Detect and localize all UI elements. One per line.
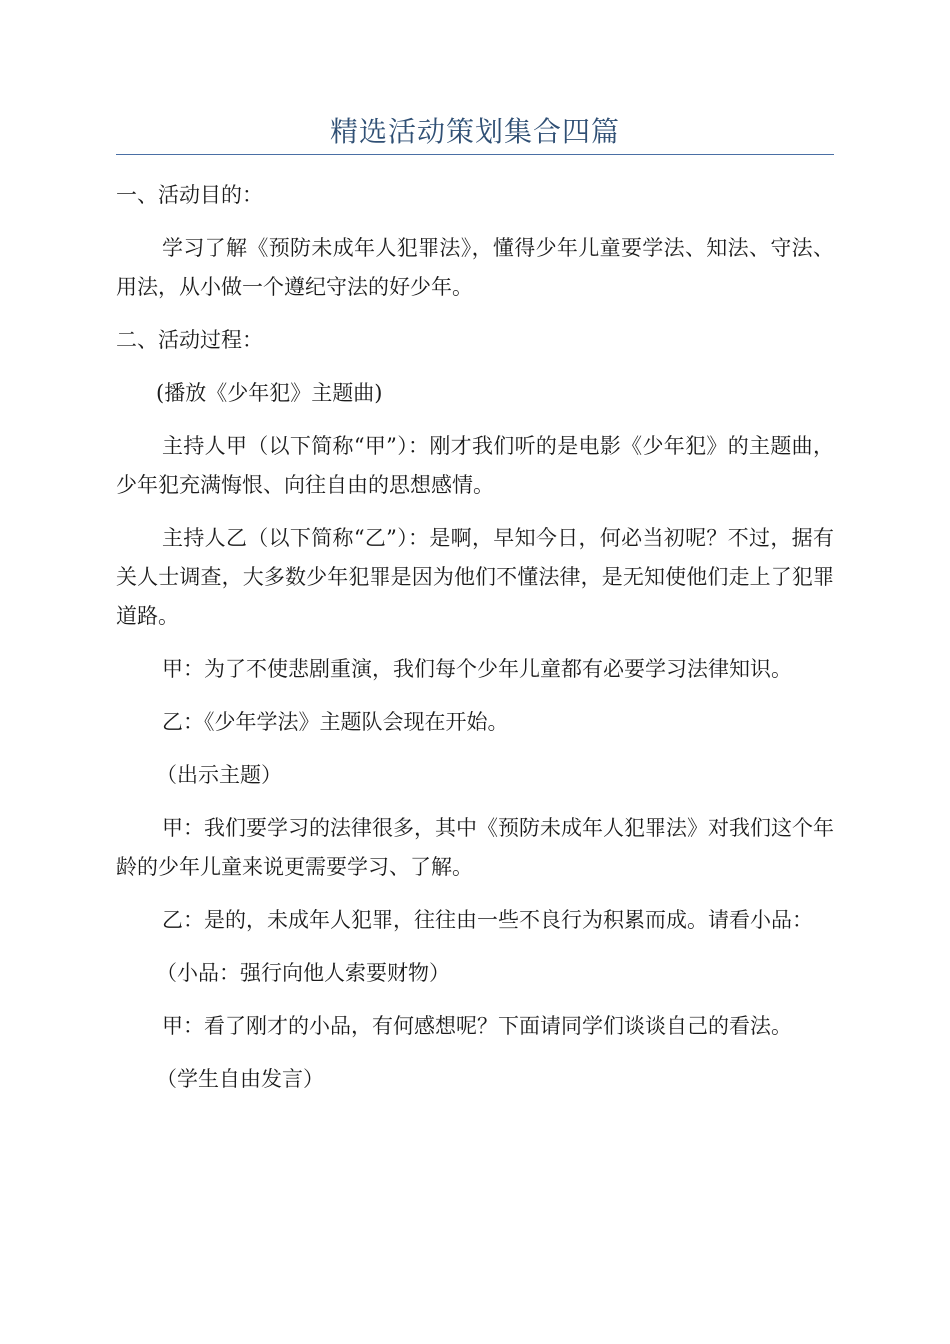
dialogue-paragraph: 甲：我们要学习的法律很多，其中《预防未成年人犯罪法》对我们这个年龄的少年儿童来说更需要学习、了解。 [116, 816, 834, 879]
dialogue-paragraph: 乙：《少年学法》主题队会现在开始。 [162, 710, 509, 734]
document-body [116, 176, 834, 1113]
dialogue-paragraph: 甲：为了不使悲剧重演，我们每个少年儿童都有必要学习法律知识。 [162, 657, 792, 681]
document-title: 精选活动策划集合四篇 [329, 115, 620, 148]
title-underline [116, 154, 834, 155]
dialogue-paragraph: 甲：看了刚才的小品，有何感想呢？下面请同学们谈谈自己的看法。 [162, 1014, 792, 1038]
stage-direction: （出示主题） [156, 763, 282, 787]
section-heading-process: 二、活动过程： [116, 328, 263, 352]
stage-direction: （学生自由发言） [156, 1067, 324, 1091]
stage-direction: (播放《少年犯》主题曲) [156, 381, 383, 405]
stage-direction: （小品：强行向他人索要财物） [156, 961, 450, 985]
dialogue-paragraph: 乙：是的，未成年人犯罪，往往由一些不良行为积累而成。请看小品： [162, 908, 813, 932]
paragraph-purpose: 学习了解《预防未成年人犯罪法》，懂得少年儿童要学法、知法、守法、用法，从小做一个遵纪守法的好少年。 [116, 236, 834, 299]
section-heading-purpose: 一、活动目的： [116, 183, 263, 207]
dialogue-paragraph: 主持人乙（以下简称“乙”）：是啊，早知今日，何必当初呢？不过，据有关人士调查，大多数少年犯罪是因为他们不懂法律，是无知使他们走上了犯罪道路。 [116, 526, 834, 628]
dialogue-paragraph: 主持人甲（以下简称“甲”）：刚才我们听的是电影《少年犯》的主题曲，少年犯充满悔恨、向往自由的思想感情。 [116, 434, 834, 497]
